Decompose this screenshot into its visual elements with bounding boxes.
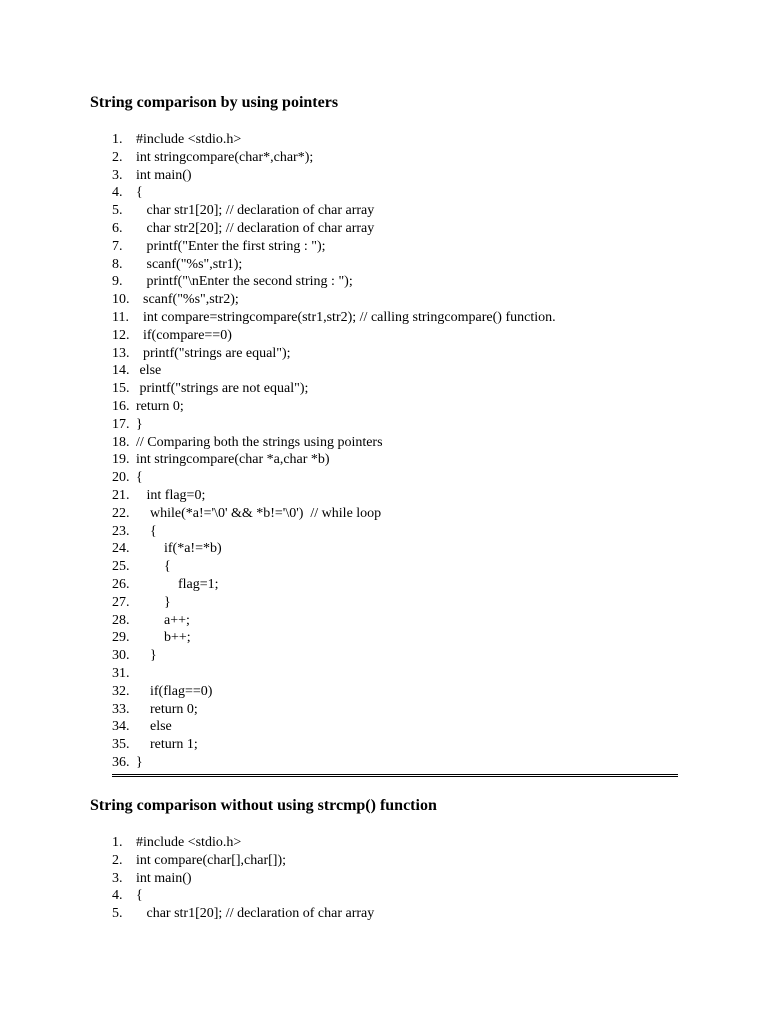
line-number: 2. <box>112 149 123 165</box>
line-number: 12. <box>112 327 130 343</box>
line-number: 7. <box>112 238 123 254</box>
line-number: 28. <box>112 612 130 628</box>
line-number: 36. <box>112 754 130 770</box>
code-text: int compare=stringcompare(str1,str2); // calling stringcompare() function. <box>136 309 556 325</box>
code-text: } <box>136 416 143 432</box>
line-number: 25. <box>112 559 130 575</box>
line-number: 30. <box>112 648 130 664</box>
code-text: int stringcompare(char *a,char *b) <box>136 452 330 468</box>
line-number: 35. <box>112 737 130 753</box>
line-number: 1. <box>112 132 123 147</box>
line-number: 23. <box>112 523 130 539</box>
code-text: { <box>136 559 171 575</box>
line-number: 14. <box>112 363 130 379</box>
code-line <box>112 291 556 309</box>
code-line <box>112 256 556 274</box>
code-line <box>112 398 556 416</box>
section-title-pointers: String comparison by using pointers <box>90 94 339 111</box>
code-line <box>112 834 374 852</box>
code-line <box>112 149 556 167</box>
code-line <box>112 629 556 647</box>
line-number: 16. <box>112 398 130 414</box>
code-text: if(compare==0) <box>136 327 232 343</box>
line-number: 9. <box>112 274 123 290</box>
line-number: 26. <box>112 576 130 592</box>
code-text: { <box>136 523 157 539</box>
code-text: while(*a!='\0' && *b!='\0') // while loop <box>136 505 382 521</box>
code-line <box>112 852 374 870</box>
code-text: else <box>136 719 172 735</box>
line-number: 1. <box>112 835 123 850</box>
code-text: int stringcompare(char*,char*); <box>136 149 314 165</box>
code-line <box>112 487 556 505</box>
line-number: 34. <box>112 719 130 735</box>
code-line <box>112 558 556 576</box>
code-line <box>112 505 556 523</box>
code-text: printf("Enter the first string : "); <box>136 238 326 254</box>
code-line <box>112 576 556 594</box>
line-number: 8. <box>112 256 123 272</box>
code-line <box>112 887 374 905</box>
line-number: 21. <box>112 487 130 503</box>
code-line <box>112 718 556 736</box>
code-line <box>112 469 556 487</box>
line-number: 15. <box>112 381 130 397</box>
code-line <box>112 451 556 469</box>
code-text: } <box>136 648 157 664</box>
code-text: a++; <box>136 612 190 628</box>
code-text: scanf("%s",str1); <box>136 256 243 272</box>
code-text: return 1; <box>136 737 198 753</box>
code-line <box>112 309 556 327</box>
code-line <box>112 540 556 558</box>
code-line <box>112 870 374 888</box>
line-number: 32. <box>112 683 130 699</box>
line-number: 19. <box>112 452 130 468</box>
code-text: int flag=0; <box>136 487 206 503</box>
line-number: 13. <box>112 345 130 361</box>
code-text: #include <stdio.h> <box>136 132 242 147</box>
code-text: char str1[20]; // declaration of char array <box>136 906 375 922</box>
code-line <box>112 345 556 363</box>
code-line <box>112 380 556 398</box>
line-number: 33. <box>112 701 130 717</box>
code-line <box>112 754 556 772</box>
code-text: char str1[20]; // declaration of char array <box>136 203 375 219</box>
code-line <box>112 131 556 149</box>
code-text: // Comparing both the strings using pointers <box>136 434 383 450</box>
line-number: 24. <box>112 541 130 557</box>
code-line <box>112 905 374 923</box>
code-text: { <box>136 185 143 201</box>
code-text: else <box>136 363 162 379</box>
code-text: if(flag==0) <box>136 683 213 699</box>
line-number: 29. <box>112 630 130 646</box>
code-text: flag=1; <box>136 576 219 592</box>
line-number: 5. <box>112 906 123 922</box>
code-text: b++; <box>136 630 191 646</box>
code-text: { <box>136 888 143 904</box>
line-number: 20. <box>112 470 130 486</box>
code-line <box>112 683 556 701</box>
code-line <box>112 736 556 754</box>
code-text: return 0; <box>136 701 198 717</box>
line-number: 4. <box>112 888 123 904</box>
code-text: int compare(char[],char[]); <box>136 852 287 868</box>
code-line <box>112 184 556 202</box>
code-text: return 0; <box>136 398 184 414</box>
line-number: 22. <box>112 505 130 521</box>
code-line <box>112 202 556 220</box>
section-divider <box>112 774 678 777</box>
code-listing-without-strcmp <box>112 834 374 923</box>
code-text: printf("strings are not equal"); <box>136 381 309 397</box>
code-line <box>112 220 556 238</box>
line-number: 6. <box>112 220 123 236</box>
code-line <box>112 434 556 452</box>
code-text: printf("strings are equal"); <box>136 345 291 361</box>
line-number: 17. <box>112 416 130 432</box>
code-line <box>112 612 556 630</box>
code-line <box>112 362 556 380</box>
code-text: if(*a!=*b) <box>136 541 222 557</box>
code-line <box>112 523 556 541</box>
line-number: 27. <box>112 594 130 610</box>
code-text: } <box>136 754 143 770</box>
code-text: { <box>136 470 143 486</box>
code-line <box>112 701 556 719</box>
line-number: 3. <box>112 167 123 183</box>
line-number: 18. <box>112 434 130 450</box>
code-text: scanf("%s",str2); <box>136 292 239 308</box>
code-line <box>112 594 556 612</box>
code-line <box>112 238 556 256</box>
code-text: int main() <box>136 167 192 183</box>
line-number: 10. <box>112 292 130 308</box>
code-text: printf("\nEnter the second string : "); <box>136 274 353 290</box>
line-number: 3. <box>112 870 123 886</box>
code-line <box>112 327 556 345</box>
code-text: char str2[20]; // declaration of char array <box>136 220 375 236</box>
code-line <box>112 647 556 665</box>
code-listing-pointers <box>112 131 556 772</box>
code-line <box>112 665 556 683</box>
code-line <box>112 273 556 291</box>
line-number: 11. <box>112 309 129 325</box>
line-number: 2. <box>112 852 123 868</box>
code-line <box>112 167 556 185</box>
code-text: int main() <box>136 870 192 886</box>
code-text: } <box>136 594 171 610</box>
line-number: 31. <box>112 665 130 681</box>
line-number: 4. <box>112 185 123 201</box>
section-title-without-strcmp: String comparison without using strcmp() function <box>90 797 437 814</box>
line-number: 5. <box>112 203 123 219</box>
code-text: #include <stdio.h> <box>136 835 242 850</box>
code-line <box>112 416 556 434</box>
